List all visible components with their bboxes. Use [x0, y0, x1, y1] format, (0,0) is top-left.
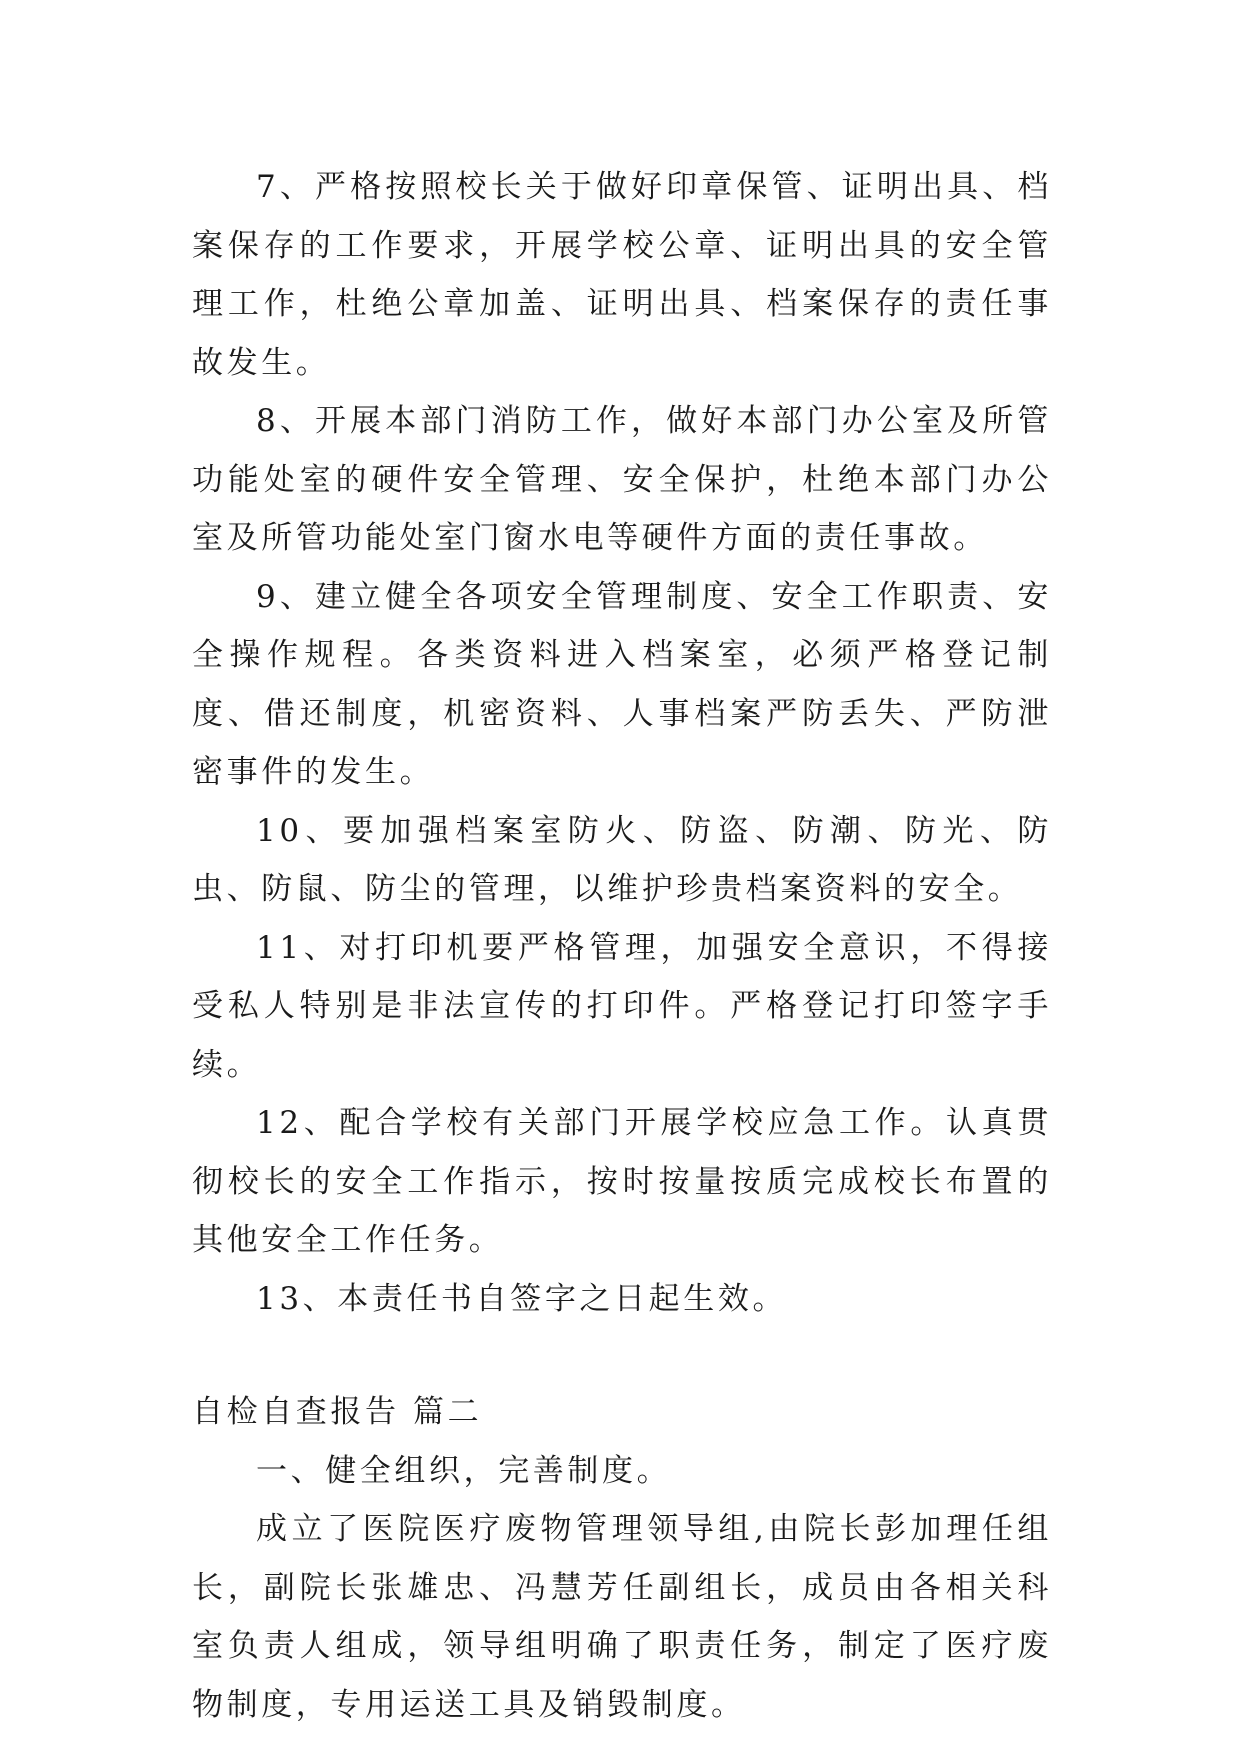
document-body	[192, 158, 1052, 1734]
section-heading: 自检自查报告 篇二	[192, 1394, 483, 1430]
paragraph-item-13: 13、本责任书自签字之日起生效。	[256, 1280, 788, 1317]
paragraph-item-7: 7、严格按照校长关于做好印章保管、证明出具、档案保存的工作要求，开展学校公章、证明出具的安全管理工作，杜绝公章加盖、证明出具、档案保存的责任事故发生。	[192, 169, 1052, 381]
paragraph-item-12: 12、配合学校有关部门开展学校应急工作。认真贯彻校长的安全工作指示，按时按量按质完成校长布置的其他安全工作任务。	[192, 1105, 1052, 1258]
paragraph-item-11: 11、对打印机要严格管理，加强安全意识，不得接受私人特别是非法宣传的打印件。严格登记打印签字手续。	[192, 929, 1052, 1083]
paragraph-organization: 成立了医院医疗废物管理领导组,由院长彭加理任组长，副院长张雄忠、冯慧芳任副组长，成员由各相关科室负责人组成，领导组明确了职责任务，制定了医疗废物制度，专用运送工具及销毁制度。	[192, 1511, 1052, 1723]
paragraph-item-8: 8、开展本部门消防工作，做好本部门办公室及所管功能处室的硬件安全管理、安全保护，杜绝本部门办公室及所管功能处室门窗水电等硬件方面的责任事故。	[192, 403, 1052, 556]
section-spacer	[192, 1328, 1052, 1383]
paragraph-item-9: 9、建立健全各项安全管理制度、安全工作职责、安全操作规程。各类资料进入档案室，必须严格登记制度、借还制度，机密资料、人事档案严防丢失、严防泄密事件的发生。	[192, 578, 1052, 790]
paragraph-item-10: 10、要加强档案室防火、防盗、防潮、防光、防虫、防鼠、防尘的管理，以维护珍贵档案资料的安全。	[192, 812, 1052, 907]
subsection-title: 一、健全组织，完善制度。	[256, 1452, 672, 1489]
